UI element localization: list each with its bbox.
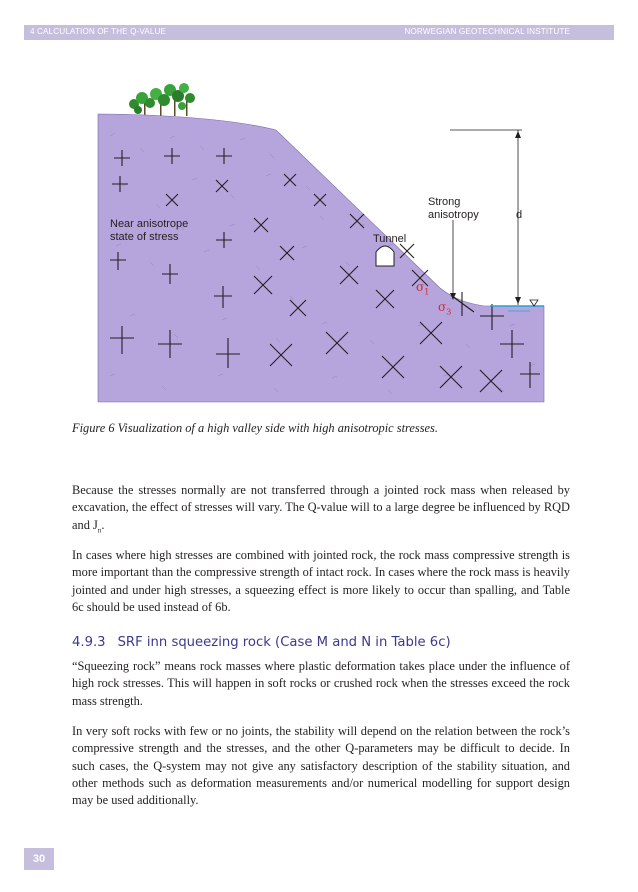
tunnel-label: Tunnel	[373, 233, 407, 245]
near-label-line1: Near anisotrope	[110, 218, 189, 230]
paragraph1-end: .	[101, 517, 105, 532]
paragraph-soft-rocks: In very soft rocks with few or no joints, the stability will depend on the relation between the rock’s compressive strength and the stresses, and the other Q-parameters may be difficult to decide. In such cases, the Q-system may not give any satisfactory description of the stability situation, and other methods such as deformation measurements and/or numerical modelling for support design may be used additionally.	[72, 724, 570, 808]
strong-anisotropy-label	[428, 196, 479, 222]
near-anisotrope-label	[110, 218, 188, 244]
paragraph1-text: Because the stresses normally are not transferred through a jointed rock mass when released by excavation, the effect of stresses will vary. The Q-value will to a large degree be influenced by RQD and J	[72, 483, 570, 532]
sigma1-label	[416, 280, 429, 296]
valley-illustration	[70, 76, 570, 416]
section-title: SRF inn squeezing rock (Case M and N in Table 6c)	[117, 635, 451, 650]
sigma3-subscript: 3	[446, 307, 452, 317]
tunnel-opening	[376, 246, 394, 266]
page-header	[24, 25, 614, 40]
header-institute: NORWEGIAN GEOTECHNICAL INSTITUTE	[404, 27, 570, 36]
sigma3-label	[438, 300, 451, 316]
strong-label-line2: anisotropy	[428, 209, 479, 221]
sigma1-subscript: 1	[424, 287, 430, 297]
strong-label-line1: Strong	[428, 196, 461, 208]
figure-caption: Figure 6 Visualization of a high valley side with high anisotropic stresses.	[72, 421, 438, 435]
sigma3-symbol: σ	[438, 300, 447, 314]
water-level-icon	[530, 300, 538, 306]
page-number: 30	[24, 848, 54, 870]
paragraph-high-stresses: In cases where high stresses are combined with jointed rock, the rock mass compressive strength is more important than the compressive strength of intact rock. In cases where the rock mass is heavily jointed and under high stresses, a squeezing effect is more likely to occur than spalling, and Table 6c should be used instead of 6b.	[72, 548, 570, 614]
rock-mass	[98, 114, 544, 402]
near-label-line2: state of stress	[110, 231, 179, 243]
paragraph-squeezing-definition: “Squeezing rock” means rock masses where plastic deformation takes place under the influence of high rock stresses. This will happen in soft rocks or crushed rock when the stresses exceed the rock mass strength.	[72, 659, 570, 708]
jn-subscript: n	[97, 526, 102, 535]
paragraph-stresses	[72, 482, 570, 539]
sigma1-symbol: σ	[416, 280, 425, 294]
trees-icon	[129, 83, 195, 116]
section-heading	[72, 635, 451, 650]
valley-side-figure	[70, 76, 570, 416]
depth-label: d	[516, 209, 523, 221]
section-number: 4.9.3	[72, 635, 106, 650]
header-section-title: 4 CALCULATION OF THE Q-VALUE	[30, 27, 167, 36]
